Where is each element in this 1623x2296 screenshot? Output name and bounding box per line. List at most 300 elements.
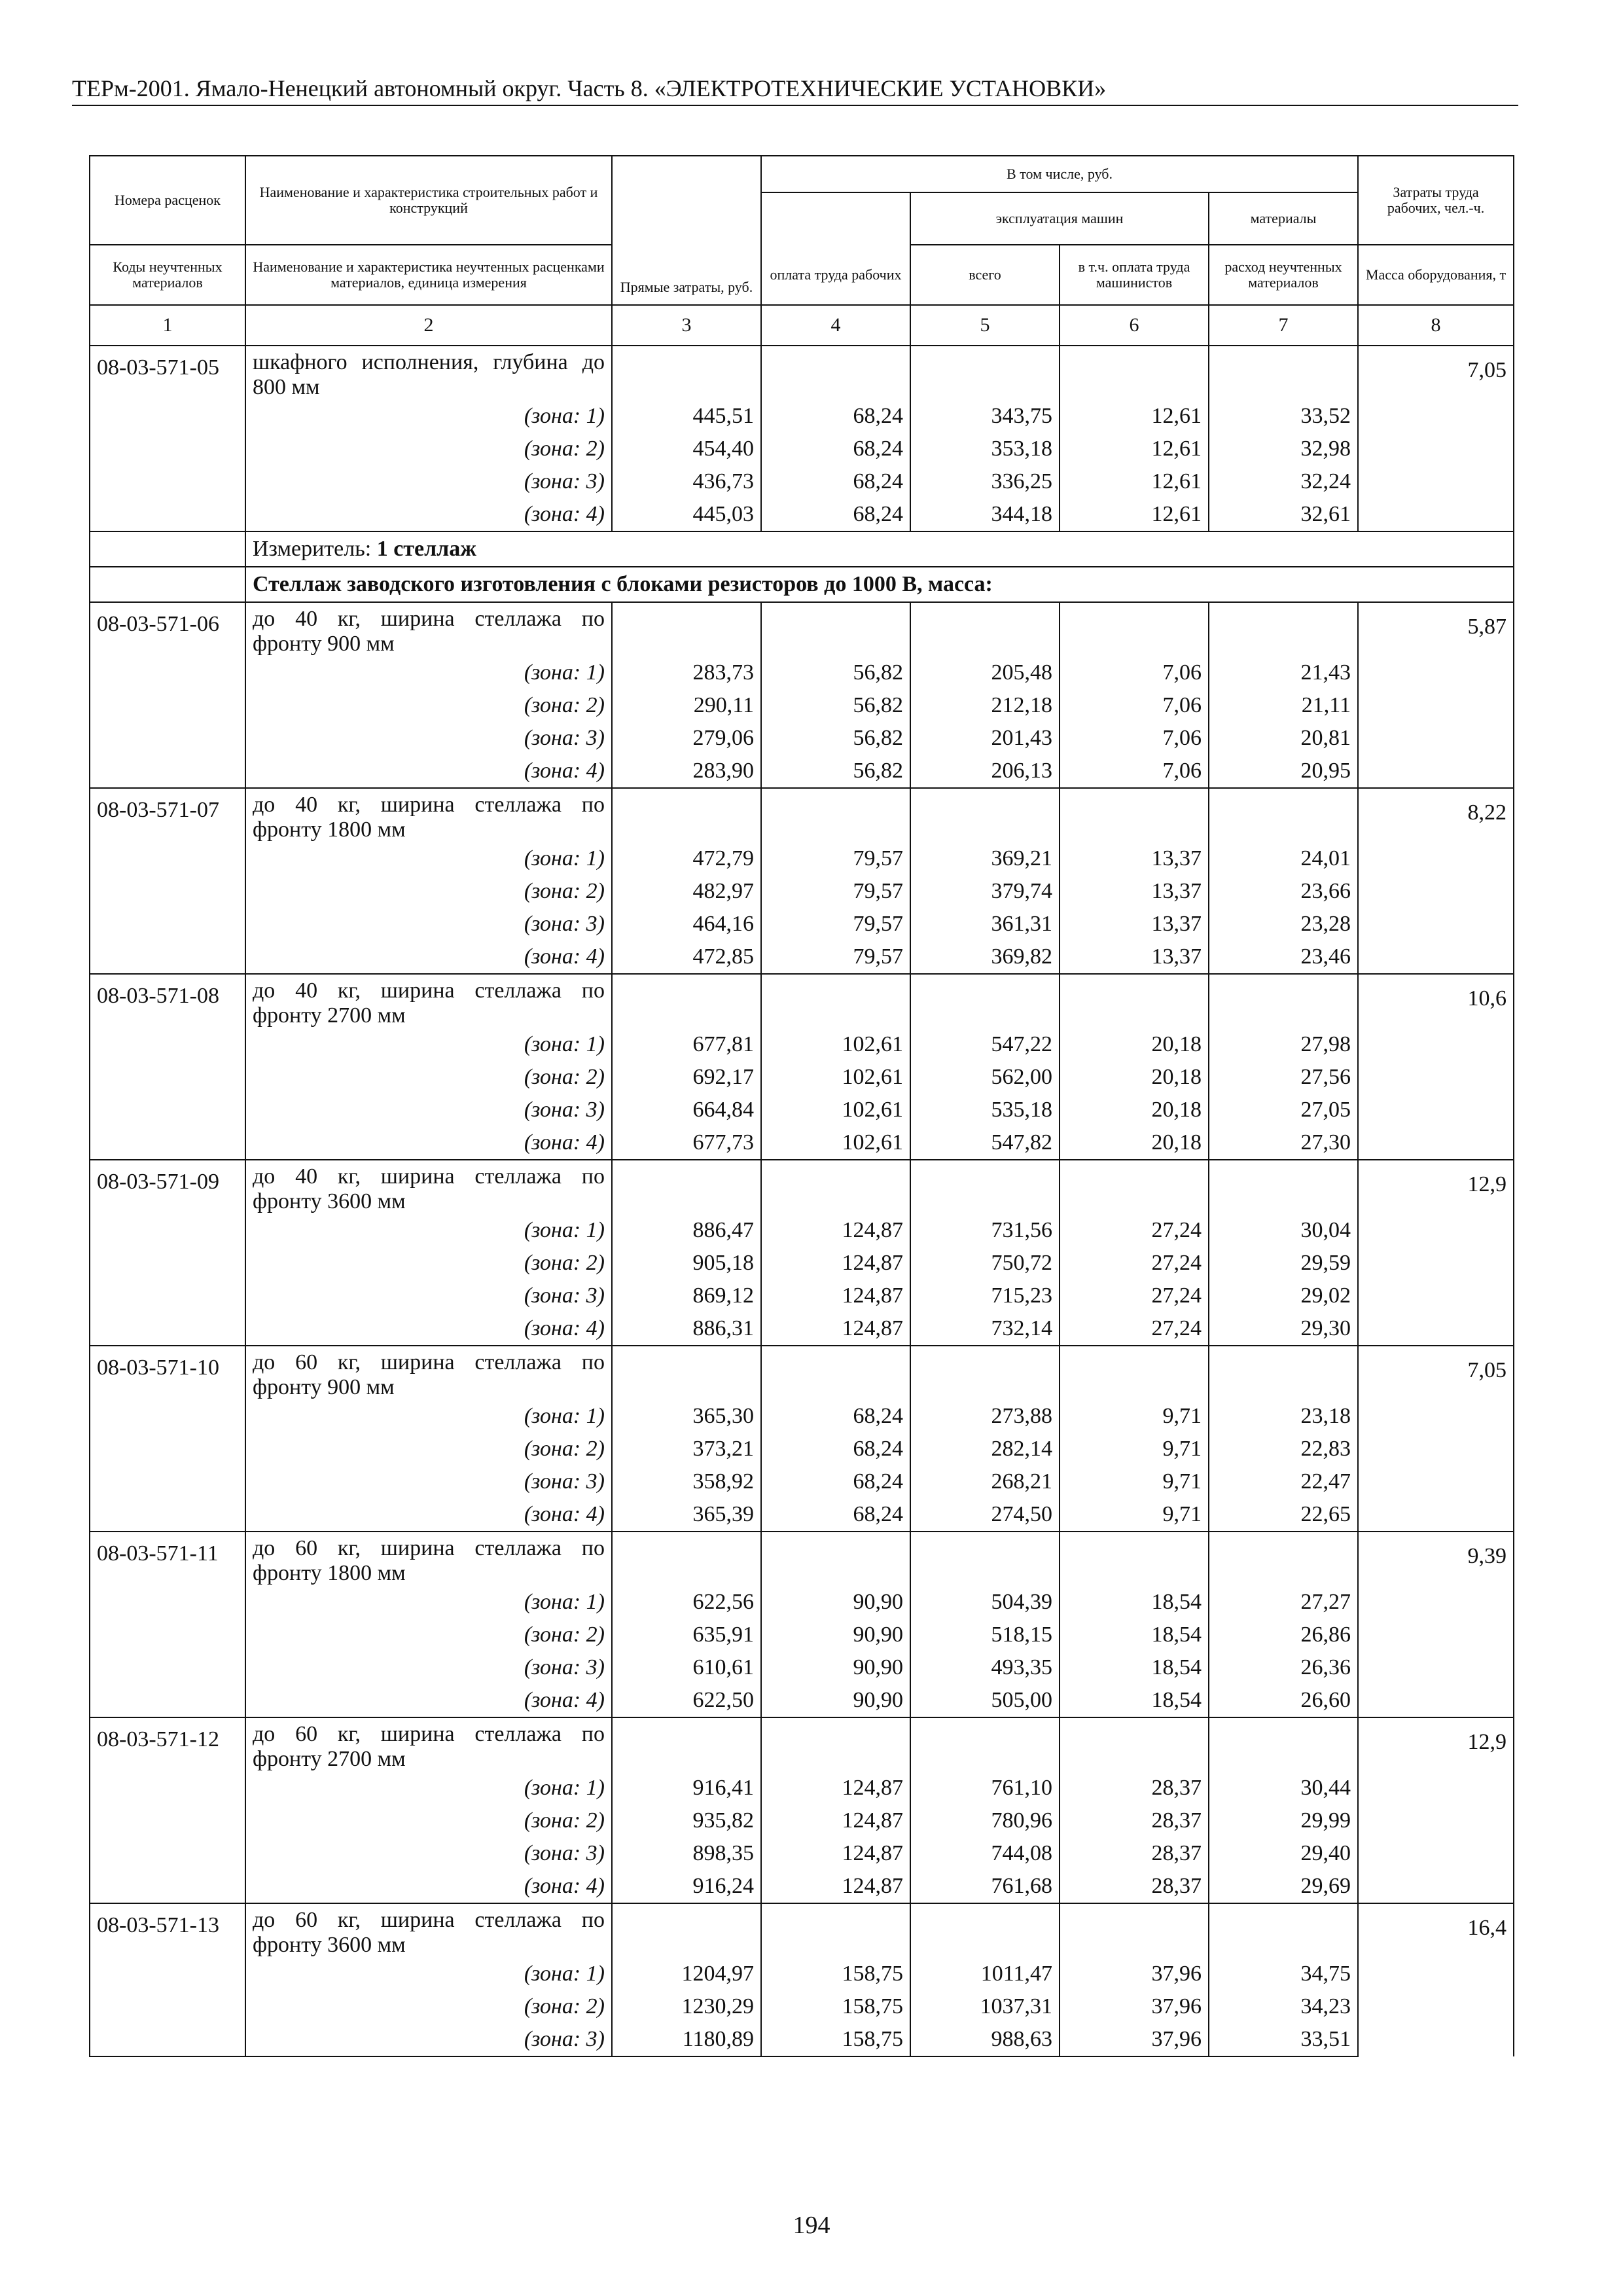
machinist-wages: 7,06 (1060, 689, 1209, 722)
rate-row (90, 1903, 1514, 1958)
zone-code-cell (90, 1990, 245, 2023)
empty-cell (761, 602, 910, 656)
empty-cell (761, 346, 910, 400)
direct-costs: 283,73 (612, 656, 761, 689)
direct-costs: 916,24 (612, 1870, 761, 1903)
machine-costs: 379,74 (910, 875, 1060, 908)
zone-label: (зона: 4) (245, 1870, 612, 1903)
zone-label: (зона: 2) (245, 1061, 612, 1094)
zone-row (90, 1247, 1514, 1280)
rate-name: до 60 кг, ширина стеллажа по фронту 1800 мм (245, 1532, 612, 1586)
worker-wages: 68,24 (761, 400, 910, 433)
empty-cell (1060, 602, 1209, 656)
empty-cell (761, 788, 910, 842)
worker-wages: 158,75 (761, 1990, 910, 2023)
material-costs: 30,44 (1209, 1772, 1358, 1804)
section-title: Стеллаж заводского изготовления с блоками резисторов до 1000 В, масса: (253, 572, 993, 596)
machinist-wages: 9,71 (1060, 1400, 1209, 1433)
zone-row (90, 755, 1514, 788)
machine-costs: 205,48 (910, 656, 1060, 689)
empty-cell (1209, 346, 1358, 400)
zone-code-cell (90, 1312, 245, 1346)
machinist-wages: 18,54 (1060, 1651, 1209, 1684)
zone-code-cell (90, 1837, 245, 1870)
zone-row (90, 1684, 1514, 1717)
direct-costs: 482,97 (612, 875, 761, 908)
rate-row (90, 788, 1514, 842)
material-costs: 29,99 (1209, 1804, 1358, 1837)
machinist-wages: 13,37 (1060, 908, 1209, 941)
zone-row (90, 1990, 1514, 2023)
machine-costs: 353,18 (910, 433, 1060, 465)
empty-cell (1060, 1160, 1209, 1214)
zone-row (90, 1619, 1514, 1651)
zone-row (90, 1870, 1514, 1903)
empty-cell (1060, 788, 1209, 842)
worker-wages: 56,82 (761, 755, 910, 788)
empty-cell (1209, 602, 1358, 656)
zone-label: (зона: 1) (245, 1028, 612, 1061)
zone-row (90, 465, 1514, 498)
zone-code-cell (90, 1498, 245, 1532)
machine-costs: 273,88 (910, 1400, 1060, 1433)
direct-costs: 677,81 (612, 1028, 761, 1061)
empty-cell (612, 1717, 761, 1772)
machine-costs: 535,18 (910, 1094, 1060, 1126)
section-heading (245, 531, 1514, 567)
zone-row (90, 1126, 1514, 1160)
machine-costs: 504,39 (910, 1586, 1060, 1619)
zone-code-cell (90, 1684, 245, 1717)
worker-wages: 124,87 (761, 1772, 910, 1804)
rate-name: до 40 кг, ширина стеллажа по фронту 1800 мм (245, 788, 612, 842)
zone-code-cell (90, 1870, 245, 1903)
empty-cell (910, 602, 1060, 656)
empty-cell (910, 974, 1060, 1028)
rate-code: 08-03-571-09 (90, 1160, 245, 1214)
header-direct-costs: Прямые затраты, руб. (612, 156, 761, 305)
zone-label: (зона: 2) (245, 1247, 612, 1280)
machinist-wages: 20,18 (1060, 1028, 1209, 1061)
machinist-wages: 27,24 (1060, 1280, 1209, 1312)
zone-label: (зона: 1) (245, 400, 612, 433)
zone-row (90, 875, 1514, 908)
material-costs: 22,83 (1209, 1433, 1358, 1465)
direct-costs: 472,79 (612, 842, 761, 875)
empty-cell (761, 1346, 910, 1400)
machinist-wages: 13,37 (1060, 941, 1209, 974)
empty-cell (1209, 1160, 1358, 1214)
rates-table-body (90, 346, 1514, 2056)
zone-code-cell (90, 1804, 245, 1837)
machine-costs: 761,68 (910, 1870, 1060, 1903)
machinist-wages: 12,61 (1060, 498, 1209, 531)
equipment-mass: 5,87 (1358, 602, 1514, 788)
zone-label: (зона: 1) (245, 1586, 612, 1619)
zone-label: (зона: 1) (245, 1958, 612, 1990)
material-costs: 29,40 (1209, 1837, 1358, 1870)
material-costs: 26,36 (1209, 1651, 1358, 1684)
worker-wages: 102,61 (761, 1094, 910, 1126)
zone-row (90, 1433, 1514, 1465)
machine-costs: 1037,31 (910, 1990, 1060, 2023)
zone-label: (зона: 1) (245, 1400, 612, 1433)
direct-costs: 935,82 (612, 1804, 761, 1837)
zone-row (90, 2023, 1514, 2056)
machine-costs: 731,56 (910, 1214, 1060, 1247)
empty-cell (612, 788, 761, 842)
direct-costs: 886,47 (612, 1214, 761, 1247)
material-costs: 22,65 (1209, 1498, 1358, 1532)
equipment-mass: 16,4 (1358, 1903, 1514, 2056)
zone-code-cell (90, 908, 245, 941)
worker-wages: 102,61 (761, 1028, 910, 1061)
empty-cell (612, 1532, 761, 1586)
machinist-wages: 9,71 (1060, 1498, 1209, 1532)
section-title: 1 стеллаж (376, 537, 476, 561)
zone-label: (зона: 2) (245, 433, 612, 465)
zone-row (90, 1061, 1514, 1094)
rate-row (90, 1717, 1514, 1772)
worker-wages: 124,87 (761, 1214, 910, 1247)
worker-wages: 79,57 (761, 908, 910, 941)
zone-row (90, 1837, 1514, 1870)
zone-label: (зона: 1) (245, 1214, 612, 1247)
zone-label: (зона: 4) (245, 1684, 612, 1717)
machine-costs: 732,14 (910, 1312, 1060, 1346)
direct-costs: 622,50 (612, 1684, 761, 1717)
material-costs: 29,69 (1209, 1870, 1358, 1903)
zone-label: (зона: 3) (245, 1280, 612, 1312)
zone-code-cell (90, 656, 245, 689)
zone-label: (зона: 2) (245, 1804, 612, 1837)
worker-wages: 68,24 (761, 1433, 910, 1465)
zone-row (90, 656, 1514, 689)
material-costs: 27,98 (1209, 1028, 1358, 1061)
material-costs: 29,02 (1209, 1280, 1358, 1312)
worker-wages: 124,87 (761, 1312, 910, 1346)
column-number: 4 (761, 305, 910, 346)
machine-costs: 361,31 (910, 908, 1060, 941)
equipment-mass: 7,05 (1358, 346, 1514, 531)
header-wages-spacer (761, 192, 910, 245)
machine-costs: 780,96 (910, 1804, 1060, 1837)
zone-code-cell (90, 1586, 245, 1619)
zone-row (90, 1804, 1514, 1837)
worker-wages: 68,24 (761, 1498, 910, 1532)
equipment-mass: 10,6 (1358, 974, 1514, 1160)
worker-wages: 68,24 (761, 1465, 910, 1498)
direct-costs: 365,30 (612, 1400, 761, 1433)
zone-row (90, 498, 1514, 531)
machinist-wages: 37,96 (1060, 1958, 1209, 1990)
zone-row (90, 1280, 1514, 1312)
zone-label: (зона: 1) (245, 1772, 612, 1804)
zone-row (90, 941, 1514, 974)
worker-wages: 68,24 (761, 465, 910, 498)
worker-wages: 68,24 (761, 1400, 910, 1433)
header-material-names: Наименование и характеристика неучтенных расценками материалов, единица измерения (245, 245, 612, 305)
worker-wages: 68,24 (761, 433, 910, 465)
machine-costs: 562,00 (910, 1061, 1060, 1094)
empty-cell (612, 974, 761, 1028)
rate-row (90, 1160, 1514, 1214)
machinist-wages: 18,54 (1060, 1684, 1209, 1717)
zone-code-cell (90, 941, 245, 974)
rate-row (90, 1346, 1514, 1400)
zone-row (90, 1465, 1514, 1498)
zone-code-cell (90, 1772, 245, 1804)
header-name: Наименование и характеристика строительных работ и конструкций (245, 156, 612, 245)
zone-row (90, 433, 1514, 465)
machinist-wages: 37,96 (1060, 1990, 1209, 2023)
page-number: 194 (793, 2212, 830, 2239)
zone-row (90, 1312, 1514, 1346)
worker-wages: 79,57 (761, 842, 910, 875)
machine-costs: 493,35 (910, 1651, 1060, 1684)
column-number: 2 (245, 305, 612, 346)
machine-costs: 344,18 (910, 498, 1060, 531)
empty-cell (761, 974, 910, 1028)
machinist-wages: 28,37 (1060, 1772, 1209, 1804)
zone-row (90, 1028, 1514, 1061)
zone-row (90, 1498, 1514, 1532)
rate-code: 08-03-571-13 (90, 1903, 245, 1958)
empty-cell (761, 1532, 910, 1586)
empty-cell (910, 1903, 1060, 1958)
empty-cell (910, 346, 1060, 400)
rate-name: до 40 кг, ширина стеллажа по фронту 900 мм (245, 602, 612, 656)
header-code: Номера расценок (90, 156, 245, 245)
material-costs: 22,47 (1209, 1465, 1358, 1498)
machinist-wages: 20,18 (1060, 1061, 1209, 1094)
section-row (90, 531, 1514, 567)
rate-name: до 40 кг, ширина стеллажа по фронту 3600 мм (245, 1160, 612, 1214)
worker-wages: 124,87 (761, 1837, 910, 1870)
zone-label: (зона: 3) (245, 1465, 612, 1498)
header-including: В том числе, руб. (761, 156, 1358, 192)
machine-costs: 212,18 (910, 689, 1060, 722)
material-costs: 30,04 (1209, 1214, 1358, 1247)
empty-cell (1060, 1346, 1209, 1400)
column-number: 5 (910, 305, 1060, 346)
rate-row (90, 974, 1514, 1028)
machine-costs: 268,21 (910, 1465, 1060, 1498)
zone-row (90, 722, 1514, 755)
worker-wages: 56,82 (761, 656, 910, 689)
empty-cell (612, 1903, 761, 1958)
column-number: 7 (1209, 305, 1358, 346)
worker-wages: 124,87 (761, 1870, 910, 1903)
empty-cell (1209, 1346, 1358, 1400)
zone-code-cell (90, 1126, 245, 1160)
machine-costs: 201,43 (910, 722, 1060, 755)
zone-code-cell (90, 433, 245, 465)
machine-costs: 505,00 (910, 1684, 1060, 1717)
empty-cell (612, 602, 761, 656)
machinist-wages: 13,37 (1060, 875, 1209, 908)
zone-row (90, 1214, 1514, 1247)
rate-code: 08-03-571-11 (90, 1532, 245, 1586)
machinist-wages: 9,71 (1060, 1433, 1209, 1465)
header-wages: оплата труда рабочих (761, 245, 910, 305)
empty-cell (910, 1346, 1060, 1400)
material-costs: 23,66 (1209, 875, 1358, 908)
direct-costs: 373,21 (612, 1433, 761, 1465)
zone-code-cell (90, 1619, 245, 1651)
material-costs: 29,59 (1209, 1247, 1358, 1280)
header-material-codes: Коды неучтенных материалов (90, 245, 245, 305)
material-costs: 27,56 (1209, 1061, 1358, 1094)
page-header: ТЕРм-2001. Ямало-Ненецкий автономный округ. Часть 8. «ЭЛЕКТРОТЕХНИЧЕСКИЕ УСТАНОВКИ» (72, 73, 1518, 106)
zone-label: (зона: 1) (245, 842, 612, 875)
rate-name: до 40 кг, ширина стеллажа по фронту 2700 мм (245, 974, 612, 1028)
header-materials-consumption: расход неучтенных материалов (1209, 245, 1358, 305)
worker-wages: 79,57 (761, 875, 910, 908)
material-costs: 26,60 (1209, 1684, 1358, 1717)
zone-label: (зона: 4) (245, 755, 612, 788)
machinist-wages: 18,54 (1060, 1586, 1209, 1619)
empty-cell (910, 788, 1060, 842)
zone-code-cell (90, 465, 245, 498)
material-costs: 23,28 (1209, 908, 1358, 941)
material-costs: 29,30 (1209, 1312, 1358, 1346)
empty-cell (612, 1160, 761, 1214)
machinist-wages: 12,61 (1060, 400, 1209, 433)
zone-label: (зона: 4) (245, 941, 612, 974)
zone-label: (зона: 3) (245, 465, 612, 498)
zone-label: (зона: 1) (245, 656, 612, 689)
zone-label: (зона: 2) (245, 689, 612, 722)
empty-cell (612, 1346, 761, 1400)
direct-costs: 454,40 (612, 433, 761, 465)
direct-costs: 622,56 (612, 1586, 761, 1619)
material-costs: 33,52 (1209, 400, 1358, 433)
machinist-wages: 12,61 (1060, 465, 1209, 498)
zone-row (90, 1651, 1514, 1684)
zone-code-cell (90, 1280, 245, 1312)
machinist-wages: 27,24 (1060, 1312, 1209, 1346)
zone-code-cell (90, 1651, 245, 1684)
zone-code-cell (90, 1400, 245, 1433)
empty-cell (910, 1532, 1060, 1586)
machinist-wages: 7,06 (1060, 755, 1209, 788)
material-costs: 34,75 (1209, 1958, 1358, 1990)
machine-costs: 547,82 (910, 1126, 1060, 1160)
machinist-wages: 13,37 (1060, 842, 1209, 875)
direct-costs: 664,84 (612, 1094, 761, 1126)
machinist-wages: 28,37 (1060, 1870, 1209, 1903)
zone-label: (зона: 3) (245, 1094, 612, 1126)
column-number: 6 (1060, 305, 1209, 346)
worker-wages: 90,90 (761, 1619, 910, 1651)
material-costs: 20,95 (1209, 755, 1358, 788)
section-heading (245, 567, 1514, 602)
material-costs: 23,46 (1209, 941, 1358, 974)
direct-costs: 869,12 (612, 1280, 761, 1312)
material-costs: 32,98 (1209, 433, 1358, 465)
rate-name: до 60 кг, ширина стеллажа по фронту 3600 мм (245, 1903, 612, 1958)
equipment-mass: 12,9 (1358, 1717, 1514, 1903)
zone-code-cell (90, 1433, 245, 1465)
direct-costs: 279,06 (612, 722, 761, 755)
empty-cell (910, 1717, 1060, 1772)
empty-cell (761, 1903, 910, 1958)
equipment-mass: 7,05 (1358, 1346, 1514, 1532)
equipment-mass: 12,9 (1358, 1160, 1514, 1346)
zone-label: (зона: 3) (245, 1837, 612, 1870)
zone-code-cell (90, 498, 245, 531)
empty-cell (1060, 1903, 1209, 1958)
machine-costs: 547,22 (910, 1028, 1060, 1061)
equipment-mass: 8,22 (1358, 788, 1514, 974)
machine-costs: 761,10 (910, 1772, 1060, 1804)
zone-label: (зона: 3) (245, 2023, 612, 2056)
rate-name: до 60 кг, ширина стеллажа по фронту 900 мм (245, 1346, 612, 1400)
zone-row (90, 1586, 1514, 1619)
rate-row (90, 346, 1514, 400)
direct-costs: 358,92 (612, 1465, 761, 1498)
machine-costs: 336,25 (910, 465, 1060, 498)
section-code-cell (90, 531, 245, 567)
empty-cell (1209, 788, 1358, 842)
machinist-wages: 20,18 (1060, 1094, 1209, 1126)
header-labor: Затраты труда рабочих, чел.-ч. (1358, 156, 1514, 245)
machinist-wages: 18,54 (1060, 1619, 1209, 1651)
zone-code-cell (90, 1247, 245, 1280)
direct-costs: 610,61 (612, 1651, 761, 1684)
header-materials: материалы (1209, 192, 1358, 245)
rate-row (90, 602, 1514, 656)
zone-row (90, 1400, 1514, 1433)
zone-code-cell (90, 722, 245, 755)
zone-code-cell (90, 755, 245, 788)
rate-row (90, 1532, 1514, 1586)
worker-wages: 124,87 (761, 1804, 910, 1837)
worker-wages: 56,82 (761, 689, 910, 722)
rate-name: шкафного исполнения, глубина до 800 мм (245, 346, 612, 400)
worker-wages: 124,87 (761, 1280, 910, 1312)
rate-code: 08-03-571-06 (90, 602, 245, 656)
machine-costs: 988,63 (910, 2023, 1060, 2056)
zone-code-cell (90, 1028, 245, 1061)
worker-wages: 90,90 (761, 1586, 910, 1619)
material-costs: 34,23 (1209, 1990, 1358, 2023)
direct-costs: 635,91 (612, 1619, 761, 1651)
material-costs: 27,30 (1209, 1126, 1358, 1160)
worker-wages: 102,61 (761, 1061, 910, 1094)
material-costs: 32,61 (1209, 498, 1358, 531)
empty-cell (761, 1160, 910, 1214)
rate-code: 08-03-571-10 (90, 1346, 245, 1400)
zone-code-cell (90, 1061, 245, 1094)
material-costs: 27,27 (1209, 1586, 1358, 1619)
zone-row (90, 689, 1514, 722)
machine-costs: 518,15 (910, 1619, 1060, 1651)
machinist-wages: 27,24 (1060, 1214, 1209, 1247)
zone-code-cell (90, 875, 245, 908)
column-number: 1 (90, 305, 245, 346)
rate-name: до 60 кг, ширина стеллажа по фронту 2700 мм (245, 1717, 612, 1772)
zone-row (90, 908, 1514, 941)
machine-costs: 715,23 (910, 1280, 1060, 1312)
machinist-wages: 28,37 (1060, 1837, 1209, 1870)
direct-costs: 283,90 (612, 755, 761, 788)
zone-code-cell (90, 1214, 245, 1247)
section-row (90, 567, 1514, 602)
direct-costs: 472,85 (612, 941, 761, 974)
empty-cell (910, 1160, 1060, 1214)
